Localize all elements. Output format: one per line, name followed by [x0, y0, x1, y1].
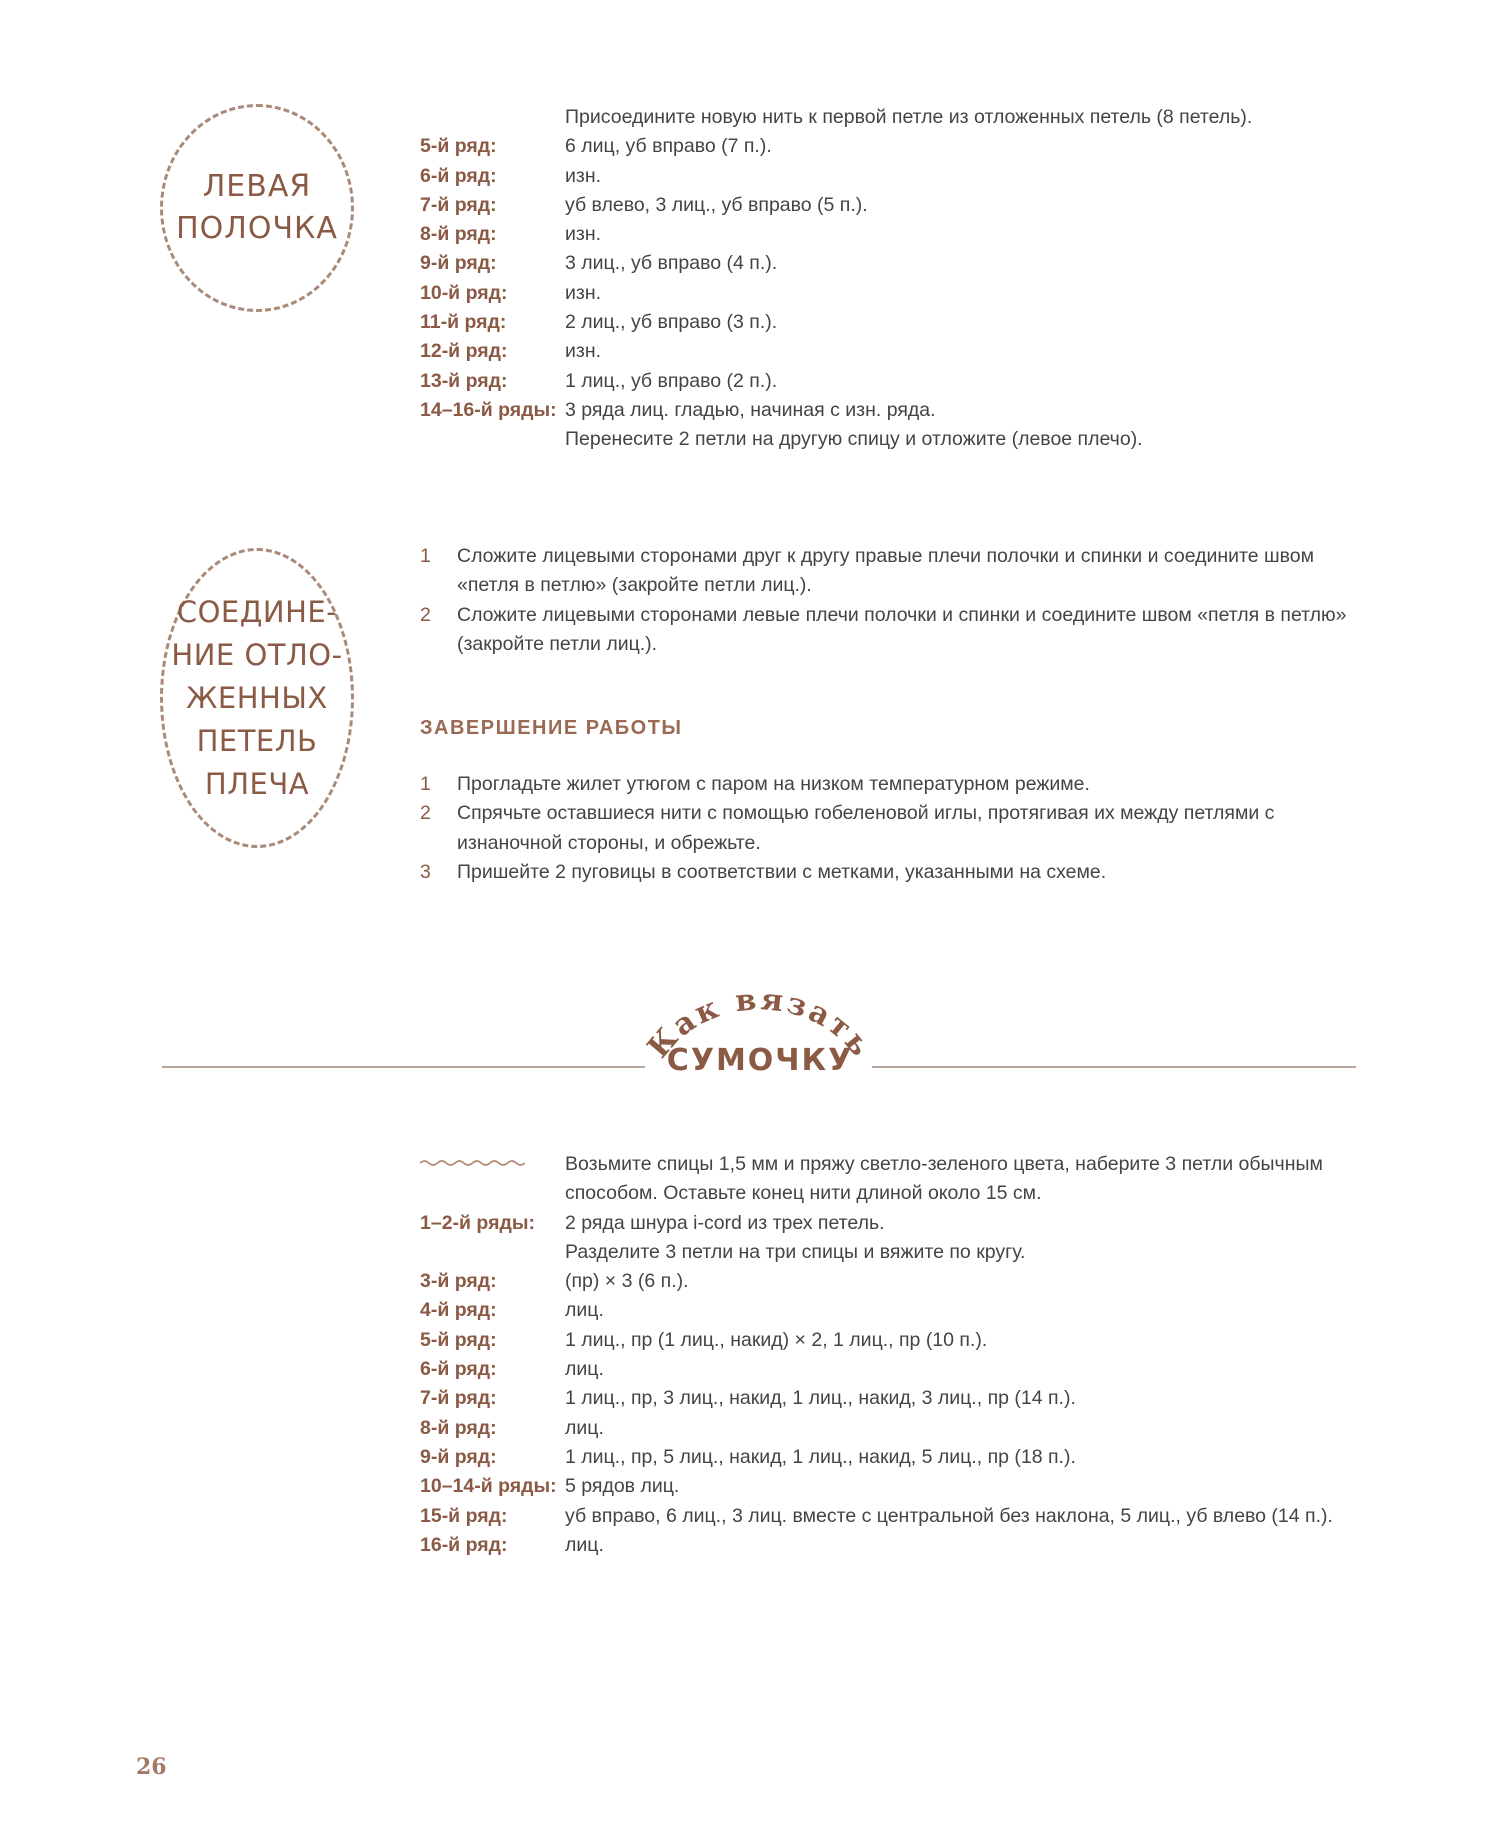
row-text: Присоедините новую нить к первой петле из отложенных петель (8 петель).: [565, 106, 1253, 128]
row-label: 6-й ряд:: [420, 164, 497, 187]
row: [420, 425, 1360, 454]
row-text: лиц.: [565, 1358, 604, 1381]
badge-left-front-text: [176, 166, 338, 250]
row: [420, 1150, 1360, 1209]
row: [420, 367, 1360, 396]
row: [420, 1209, 1360, 1238]
title-rule-left: [162, 1066, 645, 1068]
row: [420, 396, 1360, 425]
item-text: Сложите лицевыми сторонами левые плечи полочки и спинки и соедините швом «петля в петлю» (закройте петли лиц.).: [457, 603, 1347, 655]
row-text: Возьмите спицы 1,5 мм и пряжу светло-зеленого цвета, наберите 3 петли обычным способом. Оставьте конец нити длиной около 15 см.: [565, 1153, 1323, 1205]
row-label: 4-й ряд:: [420, 1299, 497, 1322]
badge-shoulder-join-text: [171, 591, 342, 806]
shoulder-join-list: [420, 542, 1360, 659]
row: [420, 132, 1360, 161]
row-label: 6-й ряд:: [420, 1358, 497, 1381]
row-label: 5-й ряд:: [420, 1328, 497, 1351]
row: [420, 1443, 1360, 1472]
row-label: 3-й ряд:: [420, 1270, 497, 1293]
row-text: (пр) × 3 (6 п.).: [565, 1270, 689, 1293]
row-text: лиц.: [565, 1299, 604, 1322]
row-label: 8-й ряд:: [420, 223, 497, 246]
row-text: лиц.: [565, 1416, 604, 1439]
row-label: 15-й ряд:: [420, 1504, 508, 1527]
list-item: [420, 601, 1360, 660]
finishing-heading: ЗАВЕРШЕНИЕ РАБОТЫ: [420, 717, 683, 739]
row-text: 6 лиц, уб вправо (7 п.).: [565, 135, 772, 158]
row-label: 10-й ряд:: [420, 281, 508, 304]
row-text: 5 рядов лиц.: [565, 1475, 680, 1498]
row: [420, 1414, 1360, 1443]
row-text: уб влево, 3 лиц., уб вправо (5 п.).: [565, 193, 868, 216]
row-label: [420, 1150, 565, 1209]
item-number: 1: [420, 773, 431, 795]
row-label: 10–14-й ряды:: [420, 1475, 557, 1498]
badge-shoulder-join: [160, 548, 354, 848]
row: [420, 1355, 1360, 1384]
page-number: 26: [136, 1754, 167, 1780]
row: [420, 162, 1360, 191]
row: [420, 220, 1360, 249]
badge-line: ПЕТЕЛЬ: [196, 723, 318, 758]
badge-line: ПОЛОЧКА: [176, 211, 338, 246]
list-item: [420, 858, 1360, 887]
item-text: Спрячьте оставшиеся нити с помощью гобеленовой иглы, протягивая их между петлями с изнаночной стороны, и обрежьте.: [457, 802, 1275, 854]
list-item: [420, 799, 1360, 858]
row-text: 1 лиц., пр (1 лиц., накид) × 2, 1 лиц., пр (10 п.).: [565, 1328, 988, 1351]
row-text: Разделите 3 петли на три спицы и вяжите по кругу.: [565, 1240, 1026, 1263]
row: [420, 337, 1360, 366]
row-label: 13-й ряд:: [420, 369, 508, 392]
row-text: 3 лиц., уб вправо (4 п.).: [565, 252, 778, 275]
row-label: 12-й ряд:: [420, 340, 508, 363]
title-main: СУМОЧКУ: [666, 1043, 854, 1078]
row-text: Перенесите 2 петли на другую спицу и отложите (левое плечо).: [565, 428, 1143, 451]
row-text: 3 ряда лиц. гладью, начиная с изн. ряда.: [565, 398, 936, 421]
row-text: 2 лиц., уб вправо (3 п.).: [565, 311, 778, 334]
row: [420, 191, 1360, 220]
row-label: 9-й ряд:: [420, 1445, 497, 1468]
row-label: [420, 103, 565, 132]
row-label: 14–16-й ряды:: [420, 398, 557, 421]
row-text: 1 лиц., пр, 5 лиц., накид, 1 лиц., накид, 5 лиц., пр (18 п.).: [565, 1445, 1076, 1468]
row-label: 9-й ряд:: [420, 252, 497, 275]
item-number: 1: [420, 545, 431, 567]
row: [420, 1296, 1360, 1325]
item-text: Пришейте 2 пуговицы в соответствии с метками, указанными на схеме.: [457, 860, 1107, 883]
row: [420, 1384, 1360, 1413]
row: [420, 1472, 1360, 1501]
row-text: уб вправо, 6 лиц., 3 лиц. вместе с центральной без наклона, 5 лиц., уб влево (14 п.).: [565, 1504, 1333, 1527]
row: [420, 279, 1360, 308]
row: [420, 308, 1360, 337]
item-text: Сложите лицевыми сторонами друг к другу правые плечи полочки и спинки и соедините швом «петля в петлю» (закройте петли лиц.).: [457, 545, 1315, 597]
badge-left-front: [160, 104, 354, 312]
row-label: 8-й ряд:: [420, 1416, 497, 1439]
list-item: [420, 542, 1360, 601]
list-item: [420, 770, 1360, 799]
row-text: лиц.: [565, 1533, 604, 1556]
row-label: 11-й ряд:: [420, 311, 507, 334]
item-text: Прогладьте жилет утюгом с паром на низком температурном режиме.: [457, 773, 1090, 795]
item-number: 2: [420, 603, 431, 626]
row: [420, 1267, 1360, 1296]
row: [420, 1238, 1360, 1267]
row-text: 2 ряда шнура i-cord из трех петель.: [565, 1211, 885, 1234]
row: [420, 1502, 1360, 1531]
row-label: 5-й ряд:: [420, 135, 497, 158]
item-number: 3: [420, 860, 431, 883]
row-text: 1 лиц., пр, 3 лиц., накид, 1 лиц., накид, 3 лиц., пр (14 п.).: [565, 1387, 1076, 1410]
finishing-list: [420, 770, 1360, 887]
badge-line: НИЕ ОТЛО-: [171, 637, 343, 672]
row: [420, 249, 1360, 278]
title-rule-right: [872, 1066, 1356, 1068]
row-text: изн.: [565, 340, 602, 363]
row: [420, 1531, 1360, 1560]
item-number: 2: [420, 802, 431, 825]
title-arc-text: Как вязать: [640, 982, 880, 1066]
row-text: изн.: [565, 281, 602, 304]
left-front-rows: [420, 103, 1360, 455]
badge-line: ЛЕВАЯ: [202, 169, 312, 204]
badge-line: ПЛЕЧА: [204, 766, 310, 801]
row-label: 7-й ряд:: [420, 193, 497, 216]
bag-rows: [420, 1150, 1360, 1560]
badge-line: ЖЕННЫХ: [186, 680, 328, 715]
row-label: [420, 1238, 565, 1267]
row-label: 7-й ряд:: [420, 1387, 497, 1410]
row-text: 1 лиц., уб вправо (2 п.).: [565, 369, 778, 392]
row: [420, 1326, 1360, 1355]
row-text: изн.: [565, 164, 602, 187]
row: [420, 103, 1360, 132]
row-text: изн.: [565, 223, 602, 246]
row-label: 1–2-й ряды:: [420, 1211, 535, 1234]
row-label: 16-й ряд:: [420, 1533, 508, 1556]
row-label: [420, 425, 565, 454]
badge-line: СОЕДИНЕ-: [176, 594, 338, 629]
